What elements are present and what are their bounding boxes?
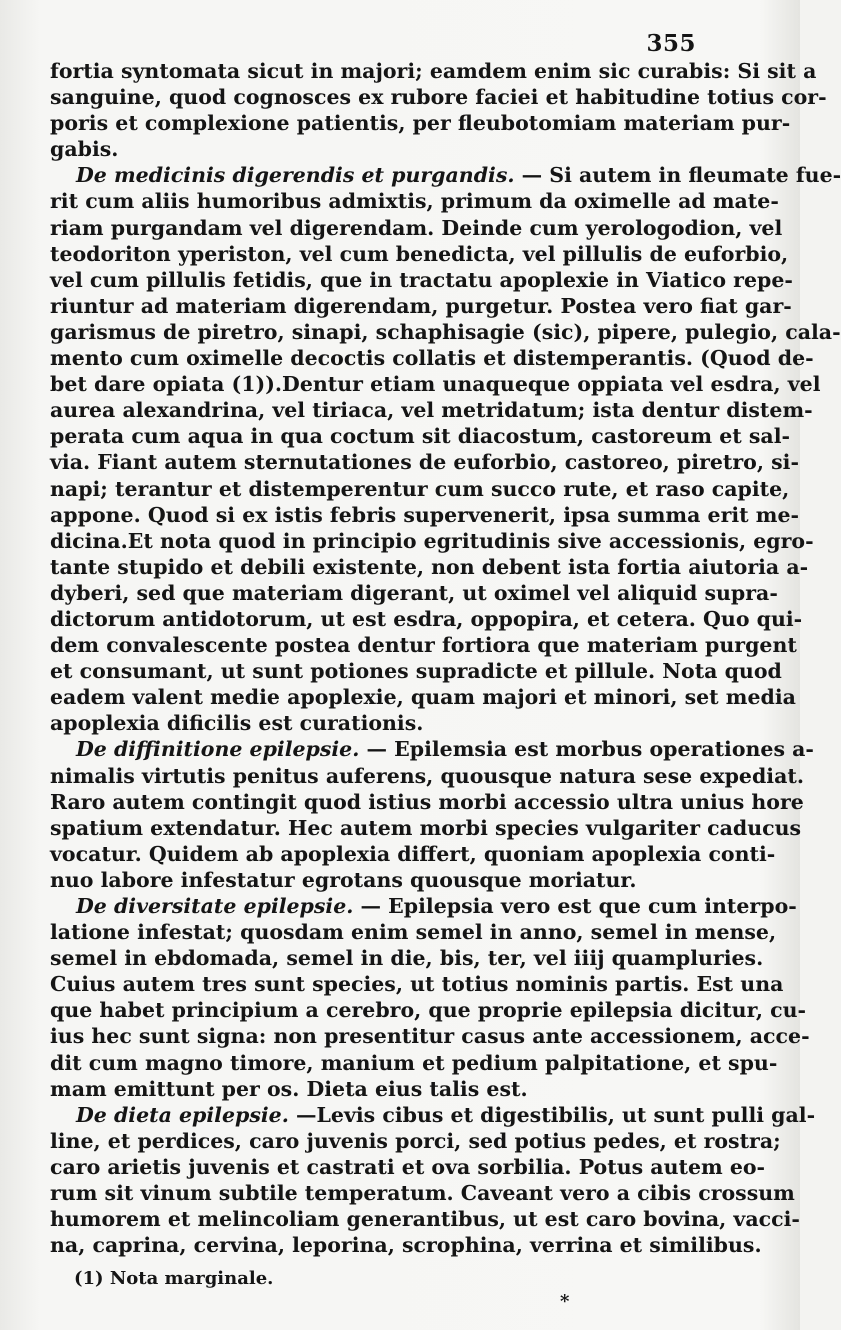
text-line (50, 710, 698, 736)
footnote: (1) Nota marginale. (74, 1268, 274, 1289)
line-text: line, et perdices, caro juvenis porci, sed potius pedes, et rostra; (50, 1128, 781, 1153)
line-text: eadem valent medie apoplexie, quam majori et minori, set media (50, 685, 796, 710)
text-line (50, 1206, 800, 1232)
text-line (50, 371, 821, 397)
line-text: apoplexia dificilis est curationis. (50, 711, 424, 736)
text-line (50, 945, 764, 971)
line-text: garismus de piretro, sinapi, schaphisagie (sic), pipere, pulegio, cala- (50, 319, 841, 344)
text-line (50, 502, 800, 528)
line-text: — Epilemsia est morbus operationes a- (366, 737, 814, 762)
line-text: rum sit vinum subtile temperatum. Caveant vero a cibis crossum (50, 1181, 795, 1206)
line-text: vel cum pillulis fetidis, que in tractatu apoplexie in Viatico repe- (50, 267, 793, 292)
line-text: riam purgandam vel digerendam. Deinde cum yerologodion, vel (50, 215, 783, 240)
line-text: nuo labore infestatur egrotans quousque moriatur. (50, 867, 637, 892)
line-text: poris et complexione patientis, per fleubotomiam materiam pur- (50, 111, 791, 136)
text-line (50, 867, 698, 893)
text-line (50, 136, 698, 162)
line-text: appone. Quod si ex istis febris supervenerit, ipsa summa erit me- (50, 502, 800, 527)
text-line (50, 1180, 795, 1206)
section-heading: De medicinis digerendis et purgandis. (76, 163, 515, 188)
text-line (50, 919, 777, 945)
line-text: et consumant, ut sunt potiones supradicte et pillule. Nota quod (50, 659, 782, 684)
text-line (50, 684, 796, 710)
line-text: que habet principium a cerebro, que proprie epilepsia dicitur, cu- (50, 998, 807, 1023)
text-line (50, 1128, 781, 1154)
text-line (50, 319, 841, 345)
text-line (50, 423, 791, 449)
line-text: gabis. (50, 137, 119, 162)
text-line (50, 736, 814, 762)
line-text: vocatur. Quidem ab apoplexia differt, quoniam apoplexia conti- (50, 841, 776, 866)
line-text: tante stupido et debili existente, non debent ista fortia aiutoria a- (50, 554, 809, 579)
body-text (50, 58, 841, 1258)
text-line (50, 241, 789, 267)
line-text: rit cum aliis humoribus admixtis, primum da oximelle ad mate- (50, 189, 779, 214)
line-text: dictorum antidotorum, ut est esdra, oppopira, et cetera. Quo qui- (50, 606, 803, 631)
line-text: nimalis virtutis penitus auferens, quousque natura sese expediat. (50, 763, 804, 788)
line-text: humorem et melincoliam generantibus, ut est caro bovina, vacci- (50, 1207, 800, 1232)
text-line (50, 345, 814, 371)
section-heading: De dieta epilepsie. (76, 1102, 289, 1127)
line-text: —Levis cibus et digestibilis, ut sunt pulli gal- (296, 1102, 816, 1127)
line-text: caro arietis juvenis et castrati et ova sorbilia. Potus autem eo- (50, 1154, 766, 1179)
line-text: spatium extendatur. Hec autem morbi species vulgariter caducus (50, 815, 802, 840)
text-line (50, 971, 784, 997)
text-line (50, 293, 792, 319)
text-line (50, 267, 793, 293)
text-line (50, 449, 799, 475)
text-line (50, 580, 778, 606)
text-line (50, 997, 807, 1023)
text-line (50, 188, 779, 214)
text-line (50, 1023, 810, 1049)
text-line (50, 1076, 698, 1102)
text-line (50, 789, 804, 815)
text-line (50, 632, 797, 658)
text-line (50, 58, 817, 84)
text-line (50, 658, 782, 684)
text-line (50, 528, 814, 554)
text-line (50, 215, 783, 241)
line-text: riuntur ad materiam digerendam, purgetur. Postea vero fiat gar- (50, 293, 792, 318)
line-text: Cuius autem tres sunt species, ut totius nominis partis. Est una (50, 972, 784, 997)
line-text: fortia syntomata sicut in majori; eamdem enim sic curabis: Si sit a (50, 59, 817, 83)
text-line (50, 815, 802, 841)
text-line (50, 1102, 816, 1128)
line-text: dyberi, sed que materiam digerant, ut oximel vel aliquid supra- (50, 580, 778, 605)
line-text: bet dare opiata (1)).Dentur etiam unaqueque oppiata vel esdra, vel (50, 372, 821, 397)
text-line (50, 84, 827, 110)
line-text: aurea alexandrina, vel tiriaca, vel metridatum; ista dentur distem- (50, 398, 813, 423)
line-text: — Epilepsia vero est que cum interpo- (360, 894, 797, 918)
line-text: mam emittunt per os. Dieta eius talis est. (50, 1076, 528, 1101)
line-text: na, caprina, cervina, leporina, scrophina, verrina et similibus. (50, 1233, 762, 1258)
line-text: ius hec sunt signa: non presentitur casus ante accessionem, acce- (50, 1024, 810, 1049)
line-text: semel in ebdomada, semel in die, bis, ter, vel iiij quampluries. (50, 946, 764, 971)
text-line (50, 1050, 778, 1076)
line-text: perata cum aqua in qua coctum sit diacostum, castoreum et sal- (50, 424, 791, 449)
page-number: 355 (646, 30, 696, 57)
text-line (50, 397, 813, 423)
line-text: sanguine, quod cognosces ex rubore faciei et habitudine totius cor- (50, 85, 827, 110)
text-line (50, 110, 791, 136)
text-line (50, 841, 776, 867)
line-text: — Si autem in fleumate fue- (521, 163, 841, 188)
section-heading: De diversitate epilepsie. (76, 894, 354, 918)
line-text: mento cum oximelle decoctis collatis et distemperantis. (Quod de- (50, 346, 814, 371)
text-line (50, 1232, 762, 1258)
text-line (50, 476, 790, 502)
text-line (50, 606, 803, 632)
line-text: Raro autem contingit quod istius morbi accessio ultra unius hore (50, 789, 804, 814)
text-line (50, 1154, 766, 1180)
text-line (50, 893, 797, 919)
line-text: via. Fiant autem sternutationes de euforbio, castoreo, piretro, si- (50, 450, 799, 475)
line-text: napi; terantur et distemperentur cum succo rute, et raso capite, (50, 476, 790, 501)
line-text: dit cum magno timore, manium et pedium palpitatione, et spu- (50, 1050, 778, 1075)
signature-mark: * (560, 1291, 570, 1312)
line-text: dicina.Et nota quod in principio egritudinis sive accessionis, egro- (50, 528, 814, 553)
line-text: teodoriton yperiston, vel cum benedicta, vel pillulis de euforbio, (50, 241, 789, 266)
text-line (50, 554, 809, 580)
section-heading: De diffinitione epilepsie. (76, 737, 360, 762)
line-text: dem convalescente postea dentur fortiora que materiam purgent (50, 633, 797, 658)
text-line (50, 763, 804, 789)
text-line (50, 162, 841, 188)
line-text: latione infestat; quosdam enim semel in anno, semel in mense, (50, 920, 777, 945)
